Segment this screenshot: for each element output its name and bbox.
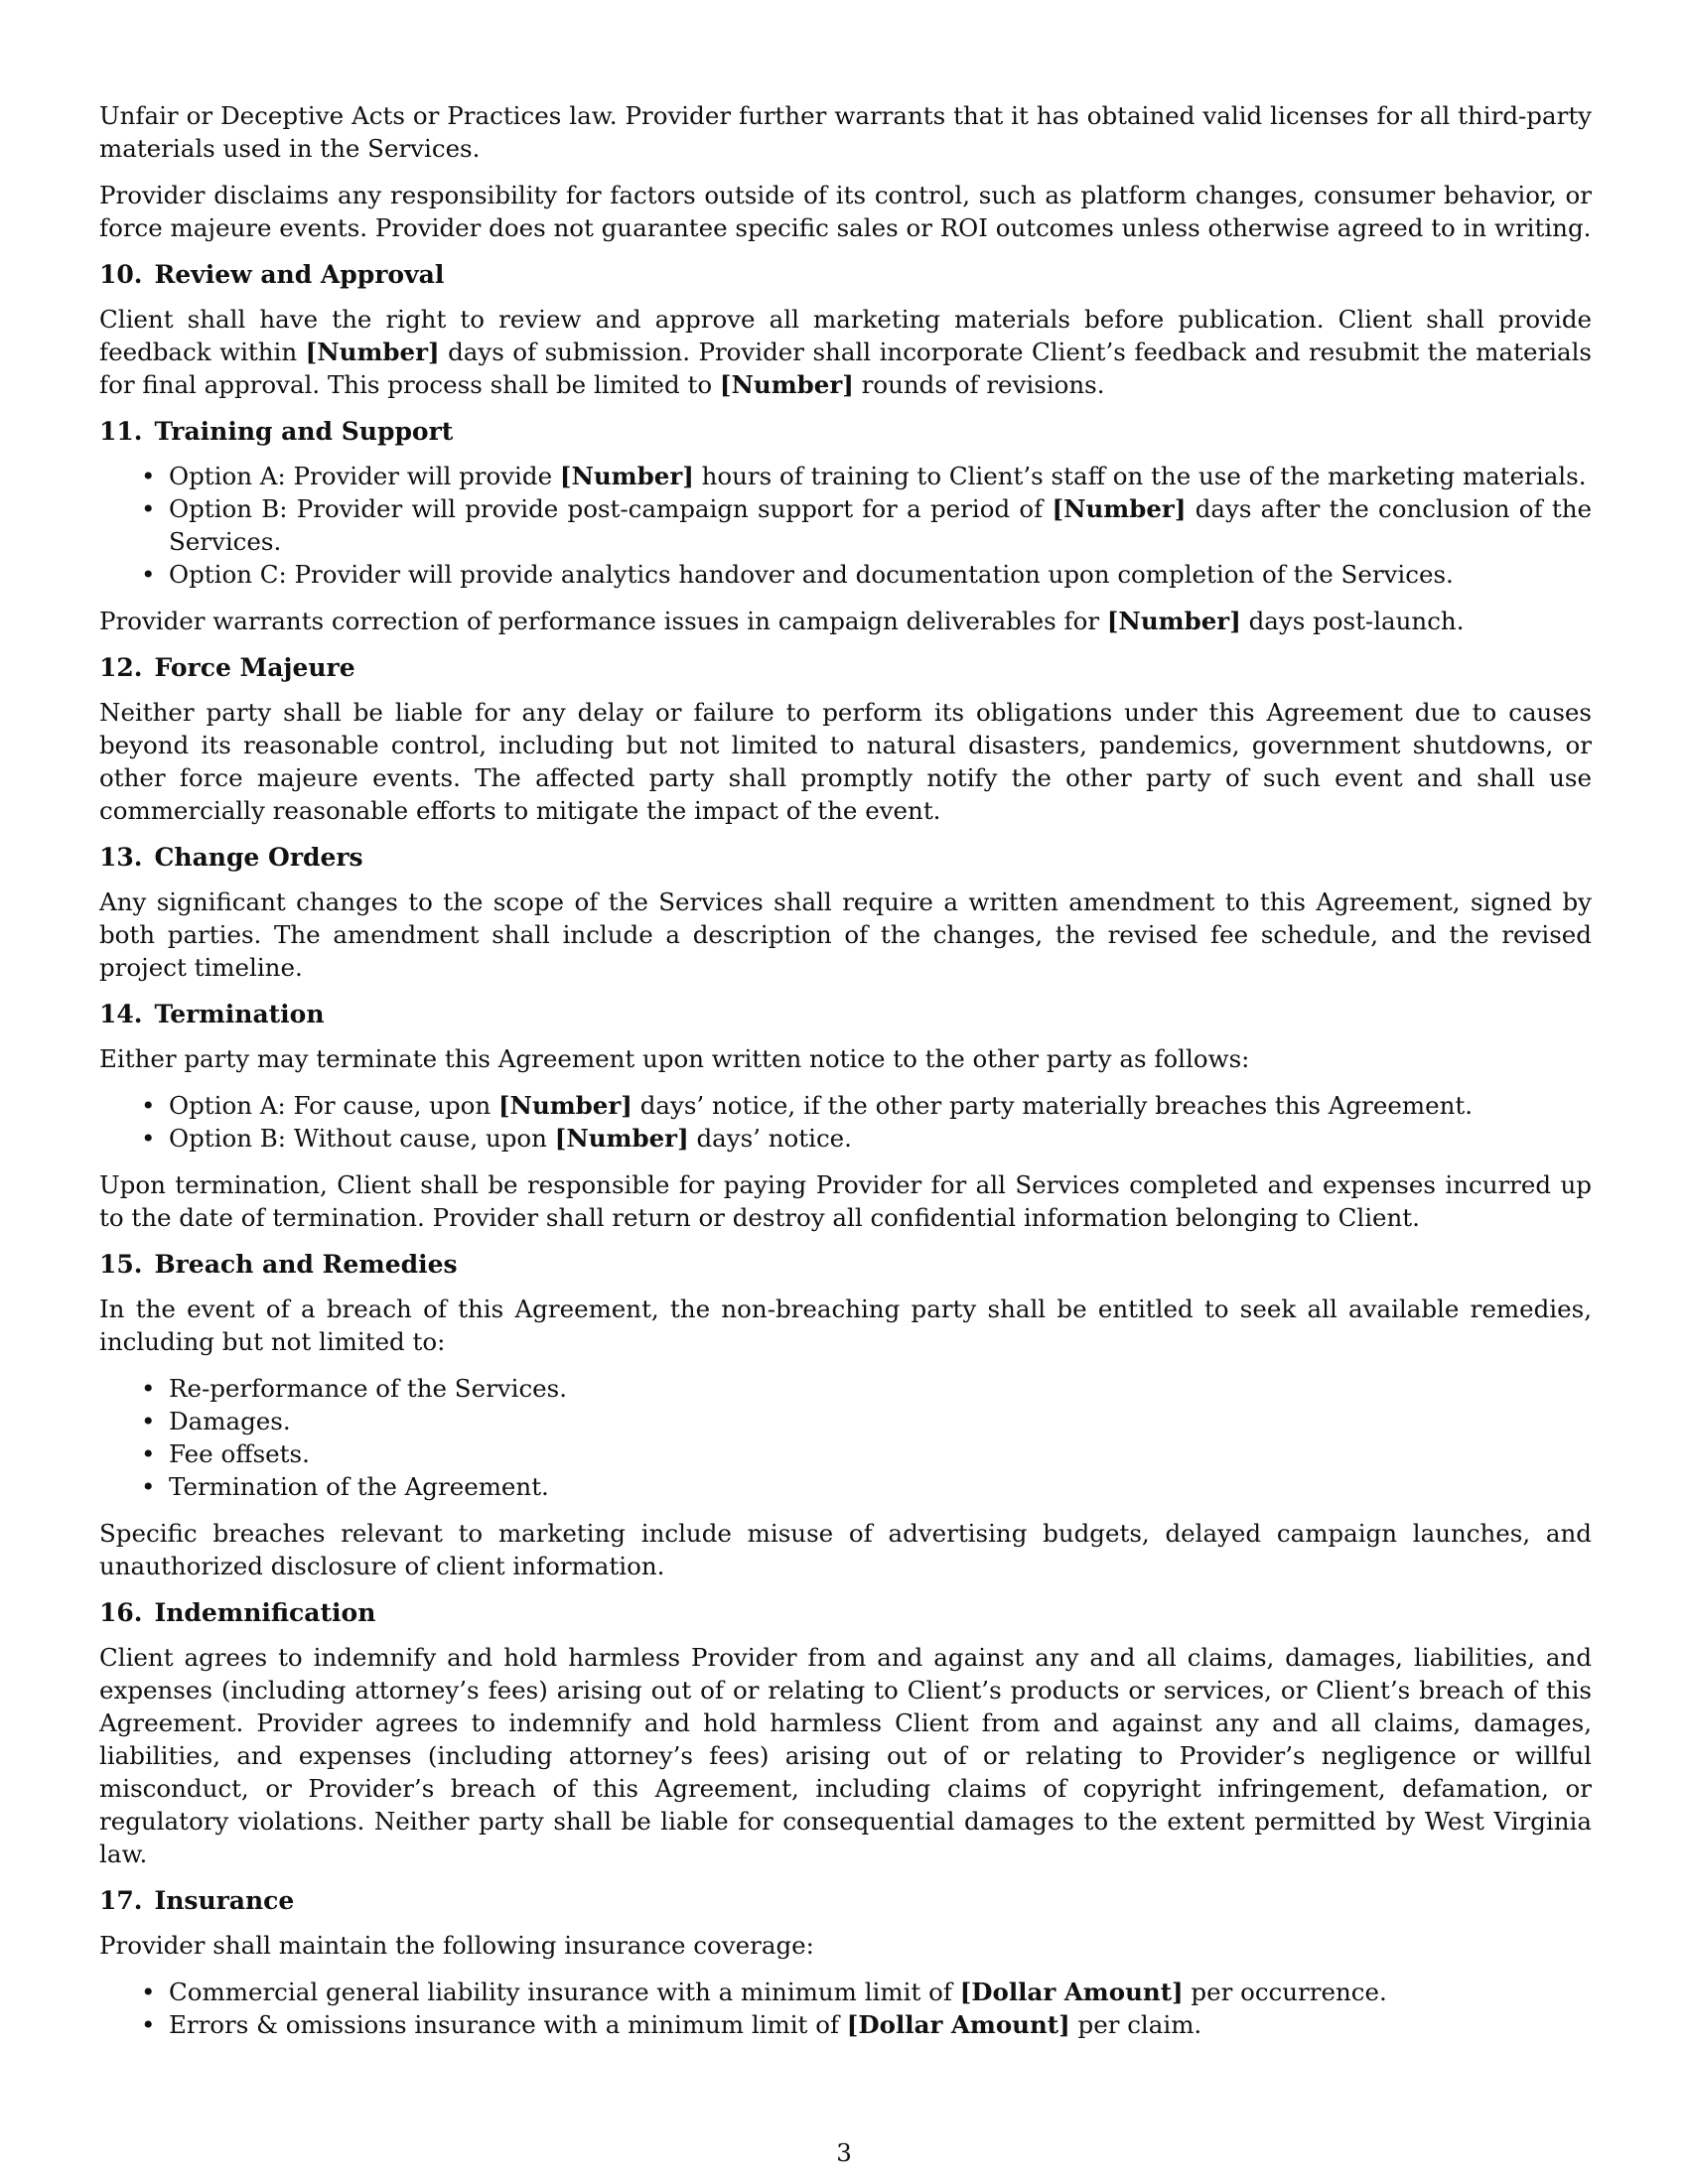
section-number: 13.	[99, 843, 143, 872]
page-number: 3	[836, 2138, 852, 2167]
section-title: Training and Support	[154, 417, 454, 446]
list-item: • Re-performance of the Services.	[169, 1372, 1592, 1405]
list-item	[169, 1976, 1592, 2008]
text-run: Option B: Without cause, upon	[169, 1124, 555, 1153]
text-run: per claim.	[1069, 2010, 1202, 2039]
placeholder-number: [Number]	[305, 338, 440, 366]
section-number: 11.	[99, 417, 143, 446]
remedies-list	[99, 1372, 1592, 1503]
indemnification-paragraph: Client agrees to indemnify and hold harmless Provider from and against any and all claims, damages, liabilities, and expenses (including attorney’s fees) arising out of or relating to Client’s products or services, or Client’s breach of this Agreement. Provider agrees to indemnify and hold harmless Client from and against any and all claims, damages, liabilities, and expenses (including attorney’s fees) arising out of or relating to Provider’s negligence or willful misconduct, or Provider’s breach of this Agreement, including claims of copyright infringement, defamation, or regulatory violations. Neither party shall be liable for consequential damages to the extent permitted by West Virginia law.	[99, 1643, 1592, 1868]
warranty-paragraph	[99, 605, 1592, 637]
section-number: 15.	[99, 1250, 143, 1279]
section-number: 12.	[99, 653, 143, 682]
list-item: • Option C: Provider will provide analytics handover and documentation upon completion of the Services.	[169, 558, 1592, 591]
text-run: rounds of revisions.	[853, 370, 1105, 399]
section-title: Termination	[154, 1000, 325, 1028]
text-run: Option A: Provider will provide	[169, 462, 560, 490]
list-item: • Fee offsets.	[169, 1437, 1592, 1470]
section-title: Insurance	[154, 1886, 295, 1915]
text-run: days after the conclusion of the Services.	[169, 494, 1592, 556]
section-heading-insurance	[99, 1884, 1592, 1917]
text-run: days post-launch.	[1240, 607, 1465, 635]
text-run: hours of training to Client’s staff on the use of the marketing materials.	[693, 462, 1587, 490]
section-number: 14.	[99, 1000, 143, 1028]
termination-options-list	[99, 1089, 1592, 1155]
text-run: days’ notice, if the other party materially breaches this Agreement.	[632, 1091, 1473, 1120]
placeholder-dollar-amount: [Dollar Amount]	[959, 1978, 1184, 2006]
text-run: Provider warrants correction of performance issues in campaign deliverables for	[99, 607, 1107, 635]
placeholder-number: [Number]	[1052, 494, 1187, 523]
placeholder-dollar-amount: [Dollar Amount]	[846, 2010, 1070, 2039]
list-item: • Damages.	[169, 1405, 1592, 1437]
section-heading-breach-remedies	[99, 1248, 1592, 1281]
placeholder-number: [Number]	[554, 1124, 689, 1153]
section-heading-training-support	[99, 415, 1592, 448]
text-run: days’ notice.	[688, 1124, 852, 1153]
termination-intro: Either party may terminate this Agreement upon written notice to the other party as follows:	[99, 1044, 1250, 1073]
section-title: Force Majeure	[154, 653, 355, 682]
section-title: Change Orders	[154, 843, 363, 872]
review-approval-paragraph	[99, 303, 1592, 401]
intro-paragraph-2: Provider disclaims any responsibility for factors outside of its control, such as platform changes, consumer behavior, or force majeure events. Provider does not guarantee specific sales or ROI outcomes unless otherwise agreed to in writing.	[99, 181, 1592, 242]
placeholder-number: [Number]	[1106, 607, 1241, 635]
section-number: 17.	[99, 1886, 143, 1915]
placeholder-number: [Number]	[559, 462, 694, 490]
list-item	[169, 460, 1592, 492]
text-run: days of submission. Provider shall incorporate Client’s feedback and resubmit the materials for final approval. This process shall be limited to	[99, 338, 1593, 399]
list-item	[169, 2008, 1592, 2041]
text-run: Errors & omissions insurance with a minimum limit of	[169, 2010, 847, 2039]
termination-outro: Upon termination, Client shall be responsible for paying Provider for all Services completed and expenses incurred up to the date of termination. Provider shall return or destroy all confidential information belonging to Client.	[99, 1170, 1592, 1232]
breach-intro: In the event of a breach of this Agreement, the non-breaching party shall be entitled to seek all available remedies, including but not limited to:	[99, 1295, 1592, 1356]
insurance-intro: Provider shall maintain the following insurance coverage:	[99, 1931, 814, 1960]
text-run: Option B: Provider will provide post-campaign support for a period of	[169, 494, 1053, 523]
text-run: Commercial general liability insurance with a minimum limit of	[169, 1978, 960, 2006]
placeholder-number: [Number]	[719, 370, 854, 399]
section-heading-review-approval	[99, 258, 1592, 291]
change-orders-paragraph: Any significant changes to the scope of the Services shall require a written amendment to this Agreement, signed by both parties. The amendment shall include a description of the changes, the revised fee schedule, and the revised project timeline.	[99, 887, 1592, 982]
section-heading-indemnification	[99, 1596, 1592, 1629]
section-heading-change-orders	[99, 841, 1592, 874]
text-run: Client shall have the right to review and approve all marketing materials before publication. Client shall provide feedback within	[99, 305, 1592, 366]
section-title: Review and Approval	[154, 260, 445, 289]
insurance-list	[99, 1976, 1592, 2041]
section-title: Breach and Remedies	[154, 1250, 458, 1279]
force-majeure-paragraph: Neither party shall be liable for any delay or failure to perform its obligations under this Agreement due to causes beyond its reasonable control, including but not limited to natural disasters, pandemics, government shutdowns, or other force majeure events. The affected party shall promptly notify the other party of such event and shall use commercially reasonable efforts to mitigate the impact of the event.	[99, 698, 1592, 825]
list-item	[169, 1122, 1592, 1155]
section-title: Indemnification	[154, 1598, 376, 1627]
text-run: Option A: For cause, upon	[169, 1091, 498, 1120]
list-item	[169, 1089, 1592, 1122]
section-number: 10.	[99, 260, 143, 289]
section-number: 16.	[99, 1598, 143, 1627]
intro-paragraph-1: Unfair or Deceptive Acts or Practices law. Provider further warrants that it has obtained valid licenses for all third-party materials used in the Services.	[99, 101, 1592, 163]
section-heading-termination	[99, 998, 1592, 1030]
list-item	[169, 492, 1592, 558]
text-run: per occurrence.	[1183, 1978, 1387, 2006]
list-item: • Termination of the Agreement.	[169, 1470, 1592, 1503]
training-options-list	[99, 460, 1592, 591]
document-page	[99, 99, 1592, 2055]
section-heading-force-majeure	[99, 651, 1592, 684]
breach-outro: Specific breaches relevant to marketing include misuse of advertising budgets, delayed campaign launches, and unauthorized disclosure of client information.	[99, 1519, 1592, 1580]
placeholder-number: [Number]	[497, 1091, 633, 1120]
